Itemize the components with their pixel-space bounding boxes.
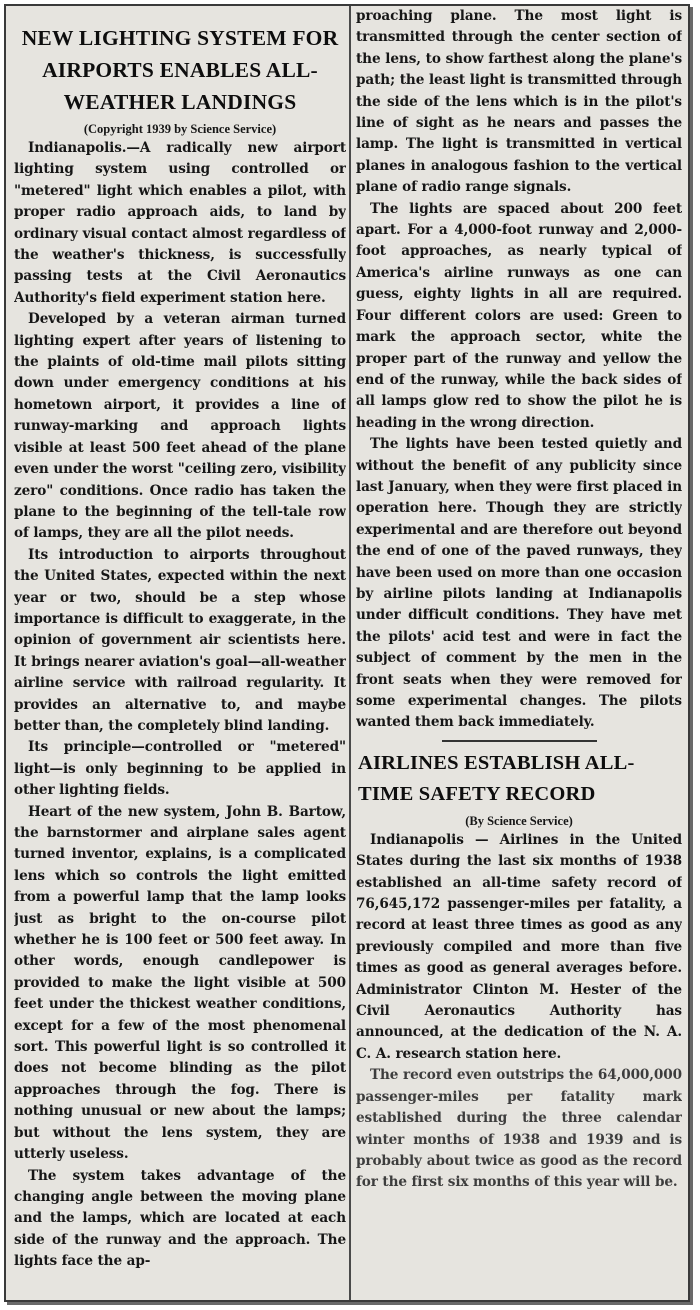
article-1-paragraph-3: Its introduction to airports throughout the United States, expected within the next year or two, should be a step whose importance is difficult to exaggerate, in the opinion of government air scientists here. It brings nearer aviation's goal—all-weather airline service with railroad regularity. It provides an alternative to, and maybe better than, the completely blind landing.	[14, 546, 346, 734]
article-1-continued-paragraph-3: The lights have been tested quietly and without the benefit of any publicity since last January, when they were first placed in operation here. Though they are strictly experimental and are therefore out beyond the end of one of the paved runways, they have been used on more than one occasion by airline pilots landing at Indianapolis under difficult conditions. They have met the pilots' acid test and were in fact the subject of comment by the men in the front seats when they were removed for some experimental changes. The pilots wanted them back immediately.	[356, 436, 682, 731]
article-1-credit: (Copyright 1939 by Science Service)	[83, 122, 277, 136]
newspaper-clipping	[4, 4, 690, 1302]
left-column	[14, 6, 346, 1300]
column-rule	[349, 6, 351, 1300]
article-2-headline: AIRLINES ESTABLISH ALL-TIME SAFETY RECORD	[358, 751, 635, 805]
article-1-paragraph-1: Indianapolis.—A radically new airport lighting system using controlled or "metered" light which enables a pilot, with proper radio approach aids, to land by ordinary visual contact almost regardless of the weather's thickness, is successfully passing tests at the Civil Aeronautics Authority's field experiment station here.	[14, 140, 346, 306]
article-1-continued-paragraph-1: proaching plane. The most light is transmitted through the center section of the lens, to show farthest along the plane's path; the least light is transmitted through the side of the lens which is in the pilot's line of sight as he nears and passes the lamp. The light is transmitted in vertical planes in analogous fashion to the vertical plane of radio range signals.	[356, 8, 682, 196]
right-column	[356, 6, 682, 1300]
article-2-paragraph-2: The record even outstrips the 64,000,000 passenger-miles per fatality mark established during the three calendar winter months of 1938 and 1939 and is probably about twice as good as the record for the first six months of this year will be.	[356, 1067, 682, 1191]
article-1-continued-paragraph-2: The lights are spaced about 200 feet apart. For a 4,000-foot runway and 2,000-foot approaches, as nearly typical of America's airline runways as one can guess, eighty lights in all are required. Four different colors are used: Green to mark the approach sector, white the proper part of the runway and yellow the end of the runway, while the back sides of all lamps glow red to show the pilot he is heading in the wrong direction.	[356, 200, 682, 431]
article-lighting-system	[14, 6, 346, 1273]
article-safety-record	[356, 748, 682, 1194]
article-1-paragraph-4: Its principle—controlled or "metered" light—is only beginning to be applied in other lighting fields.	[14, 739, 346, 799]
article-2-credit: (By Science Service)	[465, 813, 573, 828]
article-1-headline: NEW LIGHTING SYSTEM FOR AIRPORTS ENABLES ALL-WEATHER LANDINGS	[21, 26, 339, 114]
article-1-paragraph-5: Heart of the new system, John B. Bartow, the barnstormer and airplane sales agent turned inventor, explains, is a complicated lens which so controls the light emitted from a powerful lamp that the lamp looks just as bright to the on-course pilot whether he is 100 feet or 500 feet away. In other words, enough candlepower is provided to make the light visible at 500 feet under the thickest weather conditions, except for a few of the most phenomenal sort. This powerful light is so controlled it does not become blinding as the pilot approaches through the fog. There is nothing unusual or new about the lamps; but without the lens system, they are utterly useless.	[14, 803, 346, 1163]
article-1-paragraph-6: The system takes advantage of the changing angle between the moving plane and the lamps, which are located at each side of the runway and the approach. The lights face the ap-	[14, 1167, 346, 1270]
article-1-paragraph-2: Developed by a veteran airman turned lighting expert after years of listening to the plaints of old-time mail pilots sitting down under emergency conditions at his hometown airport, it provides a line of runway-marking and approach lights visible at least 500 feet ahead of the plane even under the worst "ceiling zero, visibility zero" conditions. Once radio has taken the plane to the beginning of the tell-tale row of lamps, they are all the pilot needs.	[14, 311, 346, 542]
article-lighting-system-continued	[356, 6, 682, 734]
article-2-paragraph-1: Indianapolis — Airlines in the United States during the last six months of 1938 established an all-time safety record of 76,645,172 passenger-miles per fatality, a record at least three times as good as any previously compiled and more than five times as good as general averages before. Administrator Clinton M. Hester of the Civil Aeronautics Authority has announced, at the dedication of the N. A. C. A. research station here.	[356, 831, 682, 1062]
article-divider	[442, 740, 597, 742]
